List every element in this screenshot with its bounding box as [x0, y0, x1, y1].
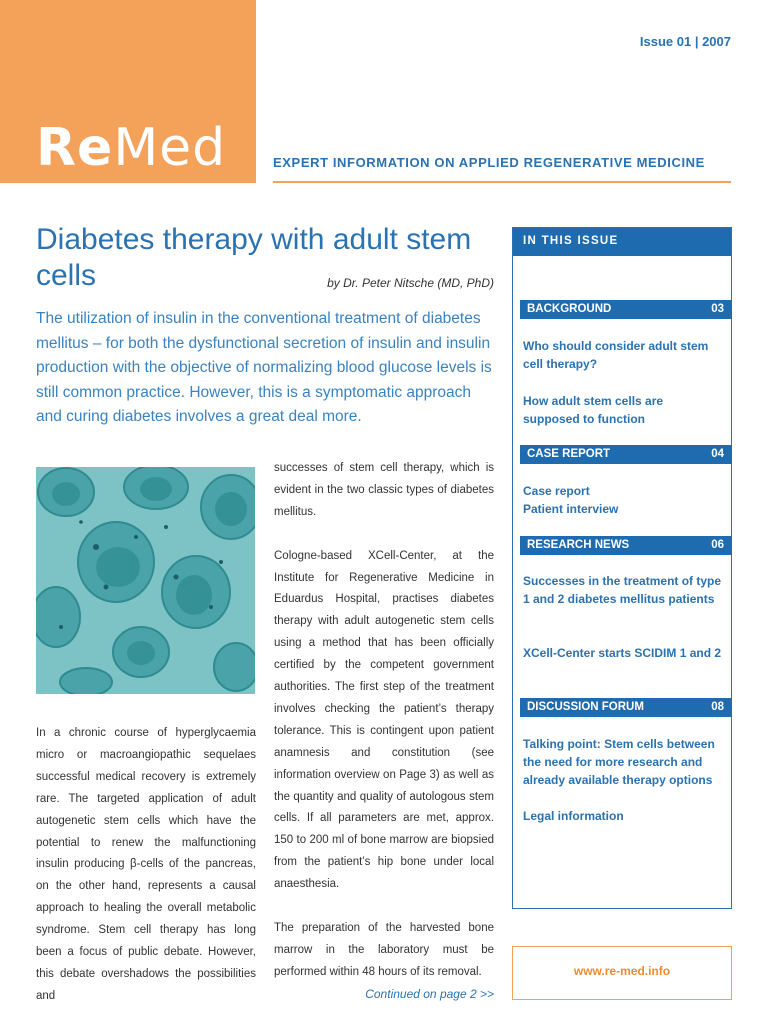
remed-logo: ReMed [36, 118, 227, 178]
in-this-issue-sidebar [512, 227, 732, 909]
continued-on-page-link[interactable]: Continued on page 2 >> [365, 987, 494, 1001]
toc-link[interactable]: How adult stem cells are supposed to function [523, 394, 664, 426]
section-header-discussion-forum[interactable]: DISCUSSION FORUM 08 [520, 698, 732, 717]
article-title: Diabetes therapy with adult stem cells [36, 223, 472, 292]
toc-link[interactable]: Who should consider adult stem cell therapy? [523, 339, 709, 371]
article-column-1 [36, 723, 256, 1024]
section-header-background[interactable]: BACKGROUND 03 [520, 300, 732, 319]
article-byline: by Dr. Peter Nitsche (MD, PhD) [327, 276, 494, 290]
website-url-box[interactable] [512, 946, 732, 1000]
paragraph: successes of stem cell therapy, which is evident in the two classic types of diabetes mellitus. [274, 462, 494, 518]
paragraph: The preparation of the harvested bone marrow in the laboratory must be performed within 48 hours of its removal. [274, 922, 494, 978]
masthead-orange-block [0, 0, 256, 183]
stem-cell-microscopy-image [36, 467, 255, 694]
section-header-case-report[interactable]: CASE REPORT 04 [520, 445, 732, 464]
article-column-2 [274, 458, 494, 1006]
section-header-research-news[interactable]: RESEARCH NEWS 06 [520, 536, 732, 555]
paragraph: In a chronic course of hyperglycaemia micro or macroangiopathic sequelaes successful medical recovery is extremely rare. The targeted application of adult autogenetic stem cells which have the potential to renew the malfunctioning insulin producing β-cells of the pancreas, on the other hand, represents a causal approach to healing the overall metabolic syndrome. Stem cell therapy has long been a focus of public debate. However, this debate overshadows the possibilities and [36, 727, 256, 1002]
toc-link[interactable]: XCell-Center starts SCIDIM 1 and 2 [523, 646, 722, 660]
toc-link[interactable]: Talking point: Stem cells between the need for more research and already available therapy options [523, 737, 715, 787]
paragraph: Cologne-based XCell-Center, at the Institute for Regenerative Medicine in Eduardus Hospital, practises diabetes therapy with adult autogenetic stem cells using a method that has been officially certified by the competent government authorities. The first step of the treatment involves checking the patient’s therapy tolerance. This is contingent upon patient anamnesis and constitution (see information overview on Page 3) as well as the quantity and quality of autologous stem cells. If all parameters are met, approx. 150 to 200 ml of bone marrow are biopsied from the patient’s hip bone under local anaesthesia. [274, 549, 494, 891]
tagline-divider [273, 181, 731, 183]
website-url[interactable]: www.re-med.info [573, 964, 671, 978]
sidebar-heading: IN THIS ISSUE [513, 228, 731, 256]
toc-link[interactable]: Legal information [523, 809, 624, 823]
cell-illustration [36, 467, 255, 694]
toc-link[interactable]: Successes in the treatment of type 1 and 2 diabetes mellitus patients [523, 574, 722, 606]
issue-number: Issue 01 | 2007 [639, 34, 731, 49]
article-lead: The utilization of insulin in the conventional treatment of diabetes mellitus – for both the dysfunctional secretion of insulin and insulin production with the objective of normalizing blood glucose levels is still common practice. However, this is a symptomatic approach and curing diabetes involves a great deal more. [36, 310, 492, 425]
toc-link[interactable]: Case report Patient interview [523, 484, 619, 516]
tagline: EXPERT INFORMATION ON APPLIED REGENERATIVE MEDICINE [273, 155, 705, 170]
